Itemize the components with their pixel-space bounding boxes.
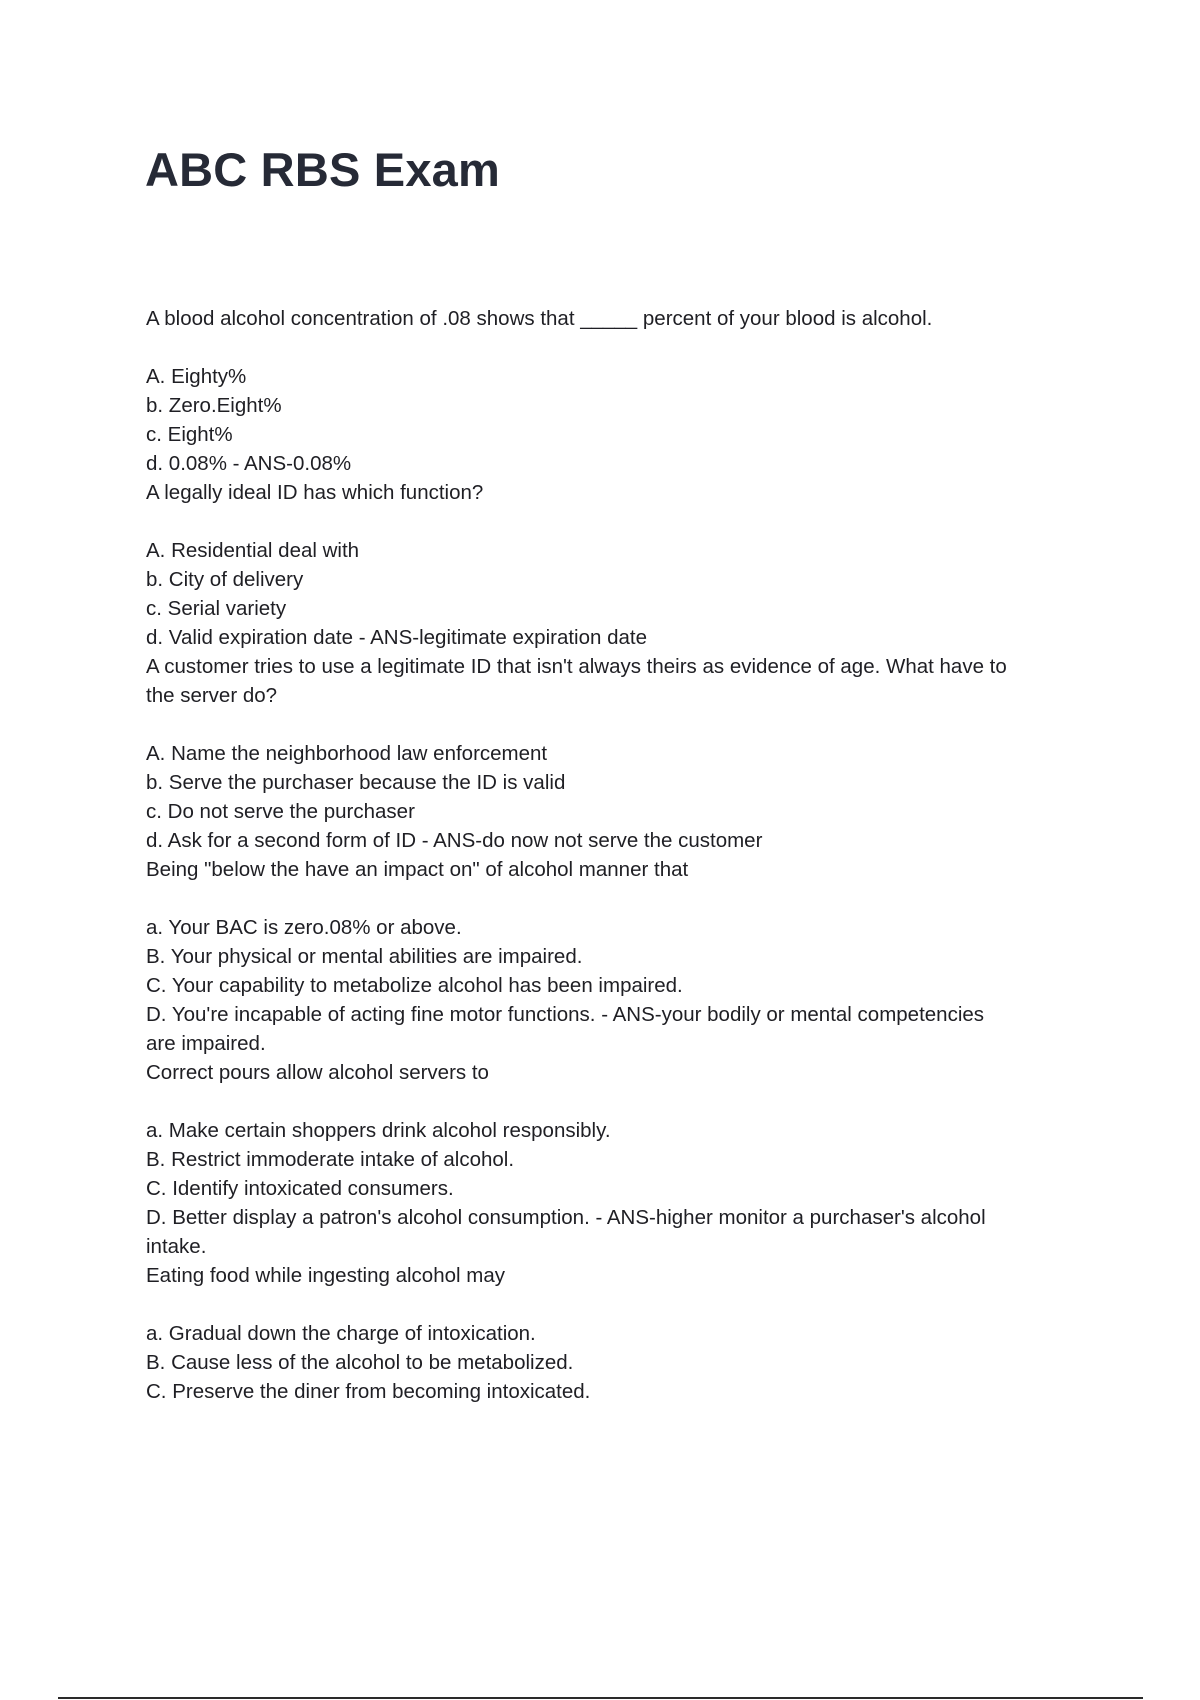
answer-option: d. Ask for a second form of ID - ANS-do now not serve the customer (146, 829, 763, 852)
question-prompt: A customer tries to use a legitimate ID that isn't always theirs as evidence of age. What have to (146, 655, 1007, 678)
question-block (146, 855, 1086, 1058)
answer-option: c. Do not serve the purchaser (146, 800, 415, 823)
question-prompt: Eating food while ingesting alcohol may (146, 1264, 505, 1287)
question-block (146, 652, 1086, 855)
question-block (146, 1261, 1086, 1406)
answer-option: C. Identify intoxicated consumers. (146, 1177, 454, 1200)
footer-divider (58, 1697, 1143, 1699)
answer-option: B. Restrict immoderate intake of alcohol. (146, 1148, 515, 1171)
question-prompt: the server do? (146, 684, 278, 707)
answer-option: are impaired. (146, 1032, 266, 1055)
answer-option: d. 0.08% - ANS-0.08% (146, 452, 352, 475)
answer-option: c. Eight% (146, 423, 233, 446)
answer-option: D. Better display a patron's alcohol consumption. - ANS-higher monitor a purchaser's alcohol (146, 1206, 986, 1229)
question-block (146, 304, 1086, 478)
answer-option: A. Name the neighborhood law enforcement (146, 742, 548, 765)
answer-option: D. You're incapable of acting fine motor functions. - ANS-your bodily or mental competencies (146, 1003, 985, 1026)
question-prompt: Correct pours allow alcohol servers to (146, 1061, 489, 1084)
answer-option: a. Gradual down the charge of intoxication. (146, 1322, 536, 1345)
answer-option: B. Your physical or mental abilities are impaired. (146, 945, 583, 968)
answer-option: intake. (146, 1235, 207, 1258)
answer-option: b. City of delivery (146, 568, 304, 591)
answer-option: C. Your capability to metabolize alcohol has been impaired. (146, 974, 683, 997)
answer-option: a. Your BAC is zero.08% or above. (146, 916, 462, 939)
answer-option: b. Serve the purchaser because the ID is valid (146, 771, 566, 794)
answer-option: c. Serial variety (146, 597, 287, 620)
answer-option: A. Eighty% (146, 365, 247, 388)
question-prompt: A blood alcohol concentration of .08 shows that _____ percent of your blood is alcohol. (146, 307, 933, 330)
answer-option: a. Make certain shoppers drink alcohol responsibly. (146, 1119, 611, 1142)
question-block (146, 478, 1086, 652)
answer-option: B. Cause less of the alcohol to be metabolized. (146, 1351, 574, 1374)
question-list (146, 304, 1086, 1406)
document-title: ABC RBS Exam (145, 143, 500, 196)
question-block (146, 1058, 1086, 1261)
question-prompt: Being "below the have an impact on" of alcohol manner that (146, 858, 689, 881)
answer-option: C. Preserve the diner from becoming intoxicated. (146, 1380, 591, 1403)
question-prompt: A legally ideal ID has which function? (146, 481, 484, 504)
answer-option: d. Valid expiration date - ANS-legitimate expiration date (146, 626, 648, 649)
answer-option: b. Zero.Eight% (146, 394, 282, 417)
answer-option: A. Residential deal with (146, 539, 360, 562)
